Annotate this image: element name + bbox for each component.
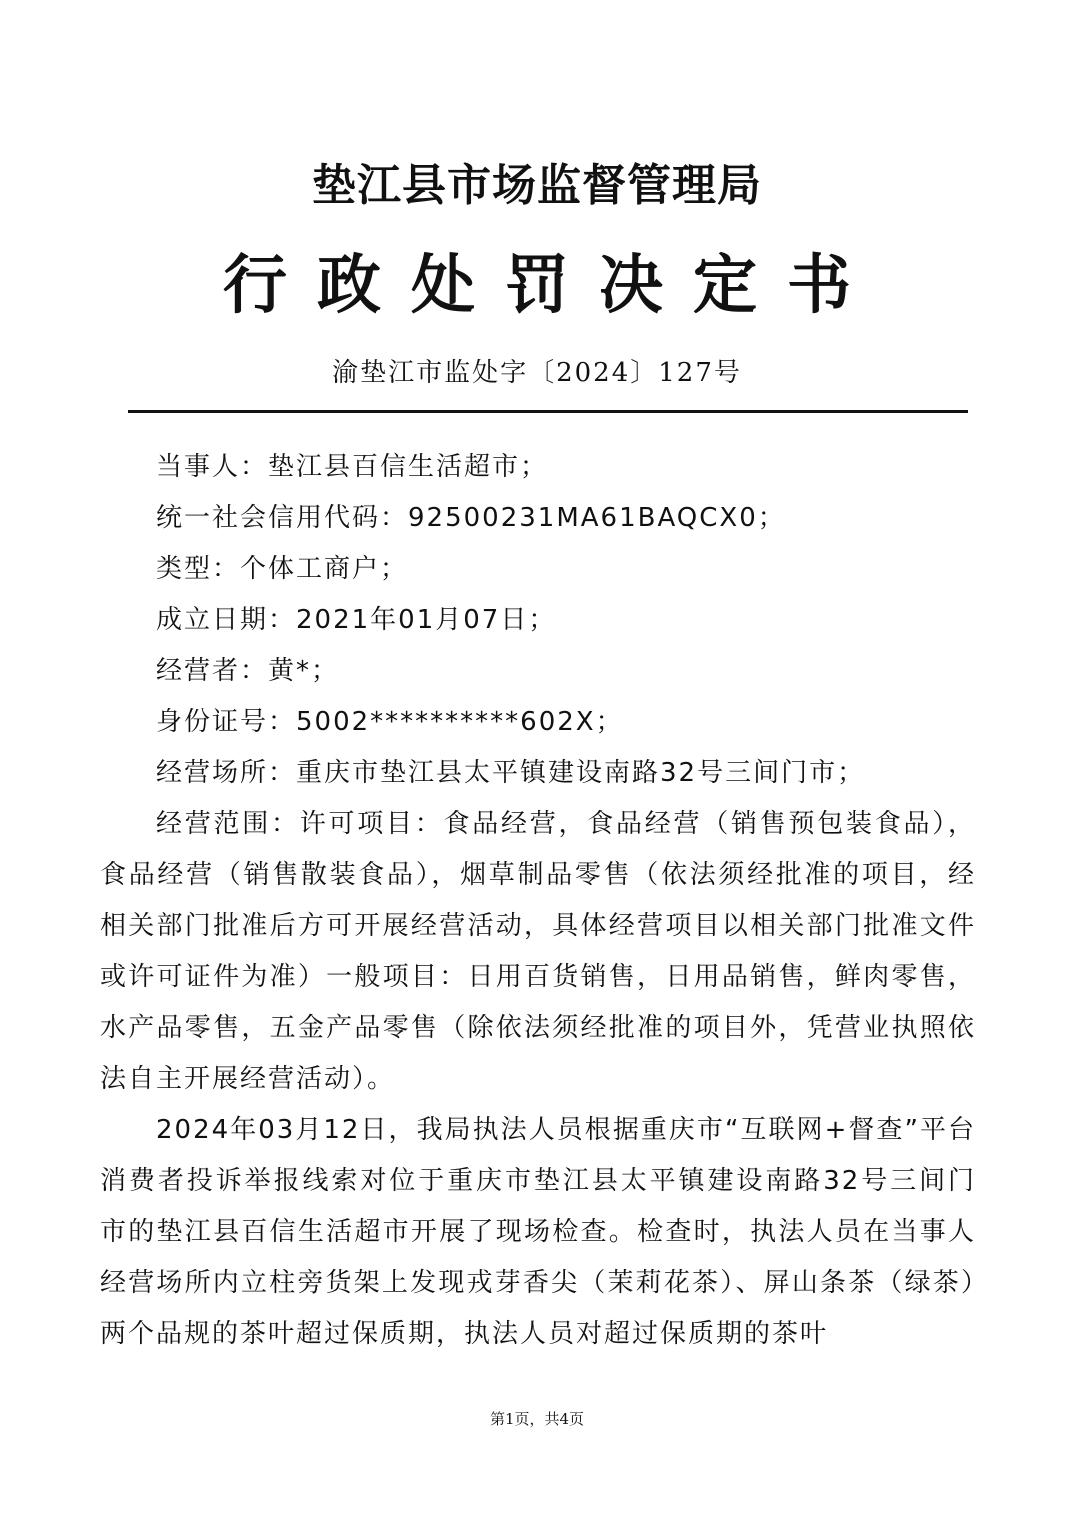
document-body: [100, 442, 976, 1360]
document-title: 行政处罚决定书: [223, 248, 881, 323]
business-scope: 经营范围：许可项目：食品经营，食品经营（销售预包装食品），食品经营（销售散装食品），烟草制品零售（依法须经批准的项目，经相关部门批准后方可开展经营活动，具体经营项目以相关部门批准文件或许可证件为准）一般项目：日用百货销售，日用品销售，鲜肉零售，水产品零售，五金产品零售（除依法须经批准的项目外，凭营业执照依法自主开展经营活动）。: [100, 809, 976, 1094]
establish-date: 成立日期：2021年01月07日；: [156, 605, 557, 635]
credit-code: 统一社会信用代码：92500231MA61BAQCX0；: [156, 503, 786, 533]
party-name: 当事人：垫江县百信生活超市；: [156, 452, 549, 482]
issuing-agency: 垫江县市场监督管理局: [312, 160, 762, 211]
inspection-paragraph: 2024年03月12日，我局执法人员根据重庆市“互联网+督查”平台消费者投诉举报线索对位于重庆市垫江县太平镇建设南路32号三间门市的垫江县百信生活超市开展了现场检查。检查时，执法人员在当事人经营场所内立柱旁货架上发现戎芽香尖（茉莉花茶）、屏山条茶（绿茶）两个品规的茶叶超过保质期，执法人员对超过保质期的茶叶: [100, 1115, 976, 1349]
id-number: 身份证号：5002**********602X；: [156, 707, 624, 737]
document-number: 渝垫江市监处字〔2024〕127号: [332, 358, 742, 388]
page-number: 第1页，共4页: [489, 1410, 585, 1428]
entity-type: 类型：个体工商户；: [156, 554, 409, 584]
operator: 经营者：黄*；: [156, 656, 340, 686]
header-divider: [128, 410, 968, 413]
business-address: 经营场所：重庆市垫江县太平镇建设南路32号三间门市；: [156, 758, 866, 788]
